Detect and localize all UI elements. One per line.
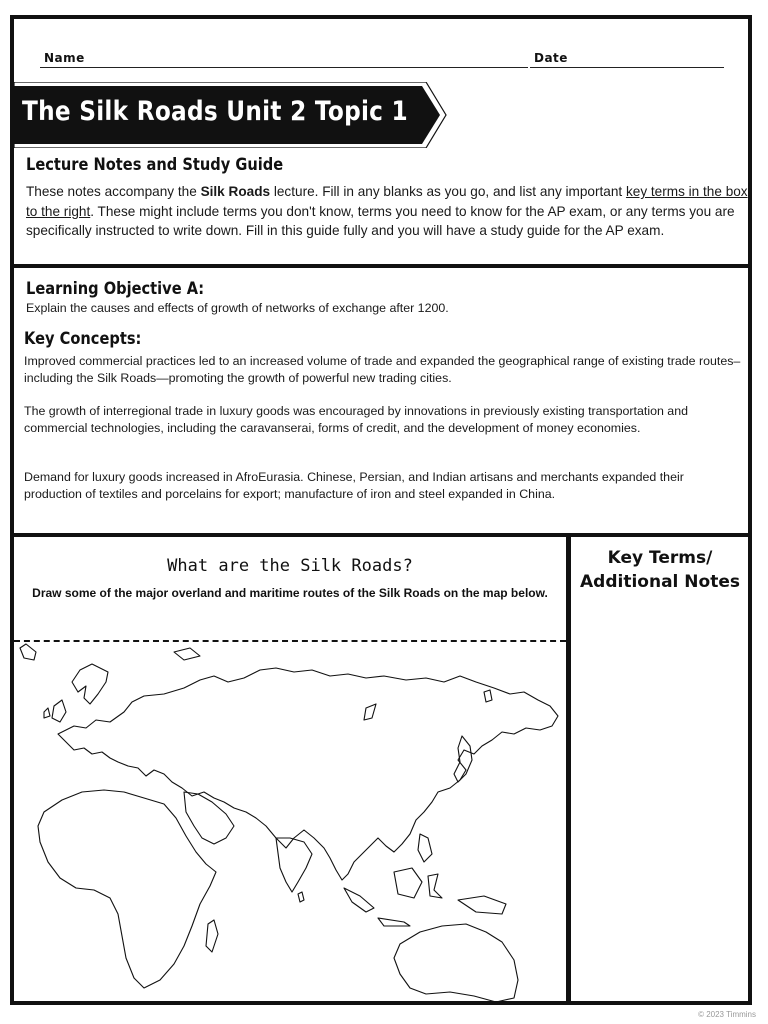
map-madagascar	[206, 920, 218, 952]
map-india	[276, 838, 312, 892]
title-banner	[14, 82, 444, 148]
objective-heading: Learning Objective A:	[26, 279, 205, 299]
date-label: Date	[534, 51, 568, 65]
map-ireland	[44, 708, 50, 718]
concept-paragraph-1: Improved commercial practices led to an increased volume of trade and expanded the geographical range of existing trade routes– including the Silk Roads—promoting the growth of powerful new trading cities.	[24, 354, 741, 385]
map-novaya-zemlya	[364, 704, 376, 720]
column-divider	[566, 533, 571, 1005]
concept-paragraph-2: The growth of interregional trade in luxury goods was encouraged by innovations in previously existing transportation and commercial technologies, including the caravanserai, forms of credit, and the development of money economies.	[24, 404, 688, 435]
map-sumatra	[344, 888, 374, 912]
map-scandinavia	[72, 664, 108, 704]
map-africa	[38, 790, 216, 988]
map-iceland	[20, 644, 36, 660]
map-arctic-island	[484, 690, 492, 702]
divider-2	[10, 533, 752, 537]
map-britain	[52, 700, 66, 722]
map-sri-lanka	[298, 892, 304, 902]
map-title: What are the Silk Roads?	[167, 556, 413, 576]
name-label: Name	[44, 51, 85, 65]
key-terms-heading: Key Terms/ Additional Notes	[580, 548, 740, 592]
map-java	[378, 918, 410, 926]
key-terms-notes-area[interactable]	[575, 600, 747, 1000]
map-sulawesi	[428, 874, 442, 898]
divider-1	[10, 264, 752, 268]
date-line[interactable]	[530, 67, 724, 68]
map-philippines	[418, 834, 432, 862]
map-new-guinea	[458, 896, 506, 914]
copyright-text: © 2023 Timmins	[698, 1010, 756, 1019]
map-svalbard	[174, 648, 200, 660]
objective-text: Explain the causes and effects of growth of networks of exchange after 1200.	[26, 301, 449, 315]
world-map-outline[interactable]	[14, 642, 566, 1003]
map-arabia	[184, 792, 234, 844]
page-title: The Silk Roads Unit 2 Topic 1	[22, 96, 408, 127]
intro-heading: Lecture Notes and Study Guide	[26, 155, 284, 175]
map-australia	[394, 924, 518, 1002]
concepts-heading: Key Concepts:	[24, 329, 142, 349]
map-borneo	[394, 868, 422, 898]
intro-text: These notes accompany the Silk Roads lecture. Fill in any blanks as you go, and list any important key terms in the box to the right. These might include terms you don't know, terms you need to know for the AP exam, or any terms you are specifically instructed to write down. Fill in this guide fully and you will have a study guide for the AP exam.	[26, 184, 748, 238]
map-instruction: Draw some of the major overland and maritime routes of the Silk Roads on the map below.	[32, 586, 548, 600]
concept-paragraph-3: Demand for luxury goods increased in AfroEurasia. Chinese, Persian, and Indian artisans and merchants expanded their production of textiles and porcelains for export; manufacture of iron and steel expanded in China.	[24, 470, 684, 501]
name-line[interactable]	[40, 67, 528, 68]
